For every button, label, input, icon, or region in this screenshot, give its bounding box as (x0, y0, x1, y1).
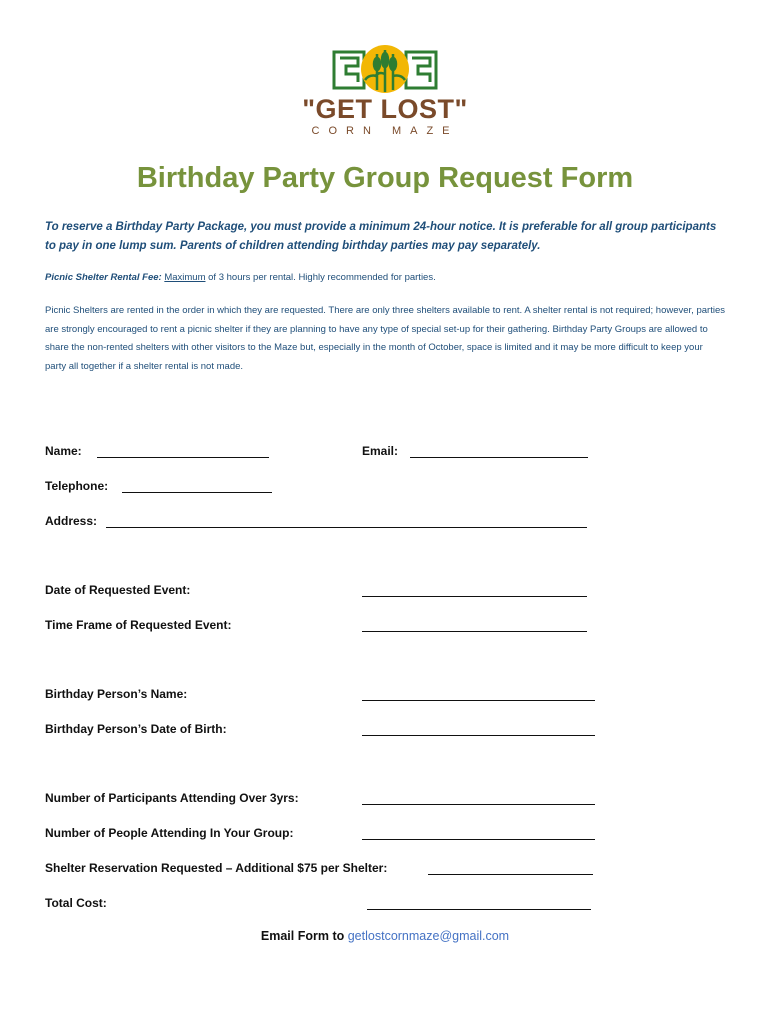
participants-label: Number of Participants Attending Over 3yrs: (45, 791, 299, 805)
birthday-name-label: Birthday Person’s Name: (45, 687, 188, 701)
group-size-label: Number of People Attending In Your Group: (45, 826, 294, 840)
email-prefix: Email Form to (260, 929, 345, 943)
email-field[interactable] (410, 457, 588, 458)
logo-subtitle: CORN MAZE (311, 125, 459, 137)
time-frame-label: Time Frame of Requested Event: (45, 618, 232, 632)
birthday-dob-label: Birthday Person’s Date of Birth: (45, 722, 227, 736)
name-label: Name: (45, 444, 82, 458)
fee-text: of 3 hours per rental. Highly recommended for parties. (208, 272, 436, 283)
telephone-label: Telephone: (45, 479, 109, 493)
corn-maze-logo-icon (332, 44, 438, 94)
shelter-fee-line (45, 272, 725, 283)
fee-label: Picnic Shelter Rental Fee: (45, 272, 162, 283)
email-instruction (0, 929, 770, 943)
name-field[interactable] (97, 457, 269, 458)
email-label: Email: (362, 444, 399, 458)
fee-maximum: Maximum (164, 272, 206, 283)
birthday-name-field[interactable] (362, 700, 595, 701)
address-field[interactable] (106, 527, 587, 528)
shelter-label: Shelter Reservation Requested – Additional $75 per Shelter: (45, 861, 388, 875)
birthday-dob-field[interactable] (362, 735, 595, 736)
intro-text: To reserve a Birthday Party Package, you must provide a minimum 24-hour notice. It is preferable for all group participants to pay in one lump sum. Parents of children attending birthday parties may pay separately. (45, 221, 717, 252)
event-date-label: Date of Requested Event: (45, 583, 191, 597)
participants-field[interactable] (362, 804, 595, 805)
total-cost-label: Total Cost: (45, 896, 107, 910)
page-title: Birthday Party Group Request Form (136, 162, 634, 194)
shelter-field[interactable] (428, 874, 593, 875)
time-frame-field[interactable] (362, 631, 587, 632)
email-link[interactable]: getlostcornmaze@gmail.com (347, 929, 510, 943)
telephone-field[interactable] (122, 492, 272, 493)
logo-name: "GET LOST" (302, 94, 468, 124)
total-cost-field[interactable] (367, 909, 591, 910)
event-date-field[interactable] (362, 596, 587, 597)
shelter-paragraph: Picnic Shelters are rented in the order in which they are requested. There are only three shelters available to rent. A shelter rental is not required; however, parties are strongly encouraged to rent a picnic shelter if they are planning to have any type of special set-up for their gathering. Birthday Party Groups are allowed to share the non-rented shelters with other visitors to the Maze but, especially in the month of October, space is limited and it may be more difficult to keep your party all together if a shelter rental is not made. (45, 305, 725, 372)
address-label: Address: (45, 514, 98, 528)
logo (300, 44, 470, 144)
group-size-field[interactable] (362, 839, 595, 840)
